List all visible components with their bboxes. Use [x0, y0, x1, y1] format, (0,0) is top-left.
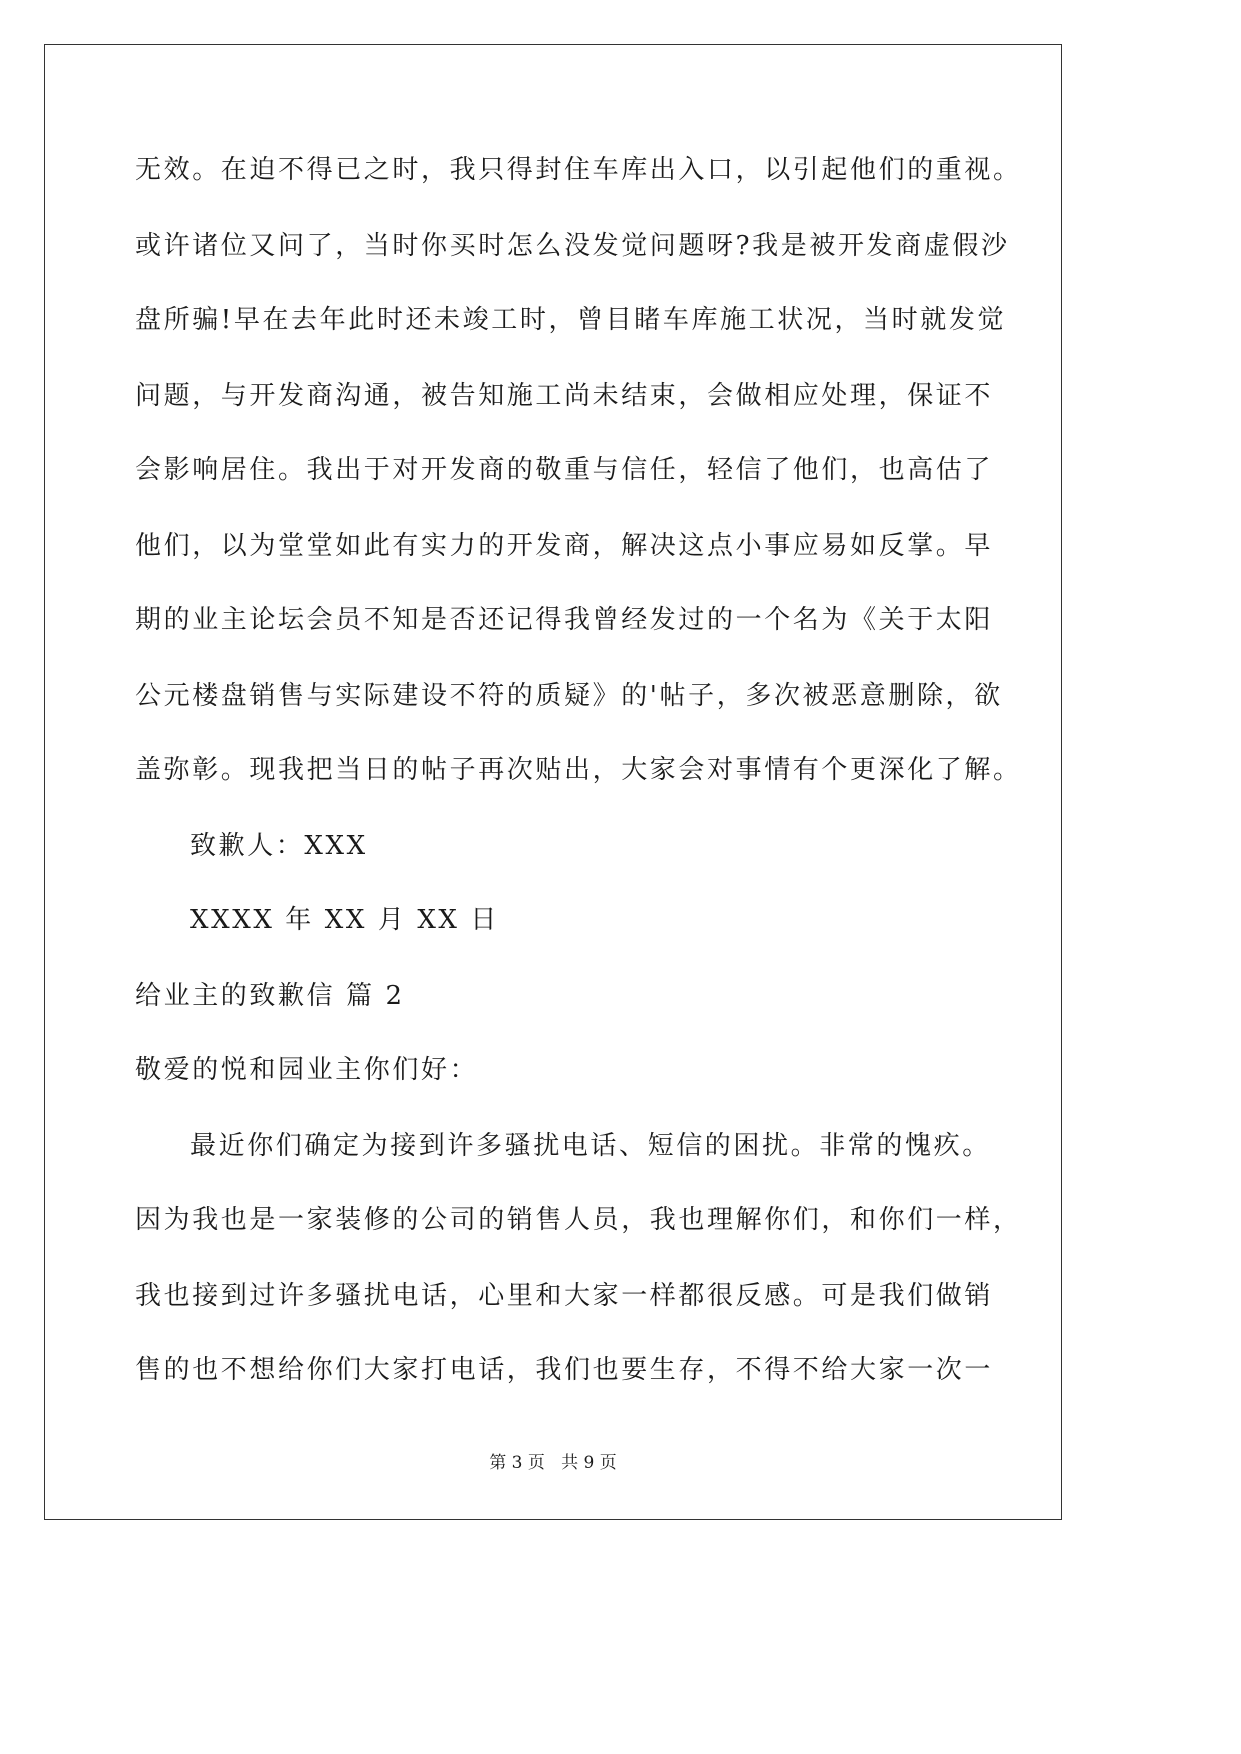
body-text-line: 盘所骗!早在去年此时还未竣工时，曾目睹车库施工状况，当时就发觉 [135, 305, 1007, 335]
page-number-footer: 第 3 页 共 9 页 [489, 1453, 617, 1473]
date-line: XXXX 年 XX 月 XX 日 [190, 905, 500, 935]
body-text-line: 我也接到过许多骚扰电话，心里和大家一样都很反感。可是我们做销 [135, 1281, 994, 1311]
section-heading: 给业主的致歉信 篇 2 [135, 981, 405, 1011]
body-text-line: 期的业主论坛会员不知是否还记得我曾经发过的一个名为《关于太阳 [135, 605, 994, 635]
body-text-line: 公元楼盘销售与实际建设不符的质疑》的'帖子，多次被恶意删除，欲 [135, 681, 1003, 711]
body-text-line: 因为我也是一家装修的公司的销售人员，我也理解你们，和你们一样， [135, 1205, 1022, 1235]
body-text-line: 盖弥彰。现我把当日的帖子再次贴出，大家会对事情有个更深化了解。 [135, 755, 1022, 785]
signature-line: 致歉人：XXX [190, 831, 368, 861]
body-text-line: 最近你们确定为接到许多骚扰电话、短信的困扰。非常的愧疚。 [190, 1131, 991, 1161]
body-text-line: 或许诸位又问了，当时你买时怎么没发觉问题呀?我是被开发商虚假沙 [135, 231, 1010, 261]
body-text-line: 售的也不想给你们大家打电话，我们也要生存，不得不给大家一次一 [135, 1355, 994, 1385]
body-text-line: 问题，与开发商沟通，被告知施工尚未结束，会做相应处理，保证不 [135, 381, 994, 411]
salutation: 敬爱的悦和园业主你们好： [135, 1055, 479, 1085]
body-text-line: 无效。在迫不得已之时，我只得封住车库出入口，以引起他们的重视。 [135, 155, 1022, 185]
body-text-line: 他们，以为堂堂如此有实力的开发商，解决这点小事应易如反掌。早 [135, 531, 994, 561]
body-text-line: 会影响居住。我出于对开发商的敬重与信任，轻信了他们，也高估了 [135, 455, 994, 485]
